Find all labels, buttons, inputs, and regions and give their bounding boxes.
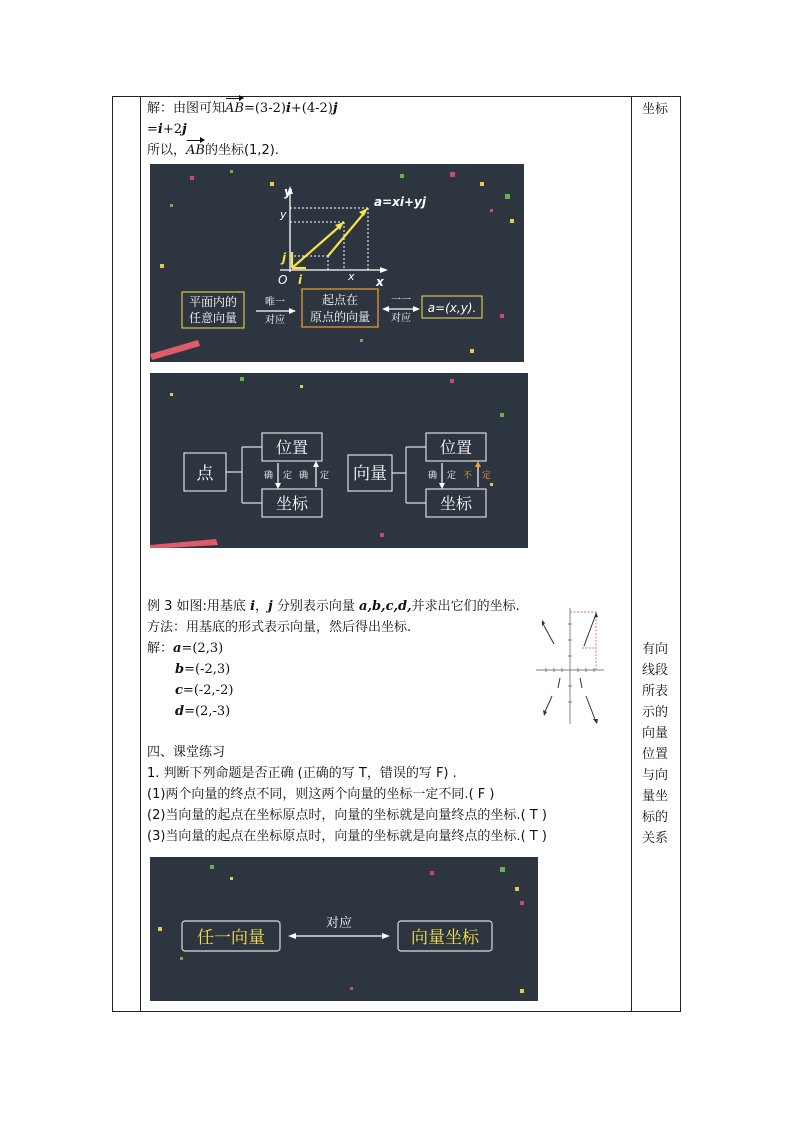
right-main-label: 向量 [353,464,387,484]
tick-y-label: y [280,208,287,221]
svg-text:确: 确 [428,471,438,481]
example3-vector-figure [534,604,606,728]
svg-text:不: 不 [463,471,473,481]
vector-origin [292,226,340,268]
blackboard-correspondence [150,857,538,1001]
vector-shifted [328,212,365,256]
svg-text:坐标: 坐标 [275,494,309,513]
tick-x-label: x [348,270,355,283]
confetti-decoration-2 [170,377,504,537]
svg-text:确: 确 [264,471,274,481]
table-divider-left [140,97,141,1011]
left-main-label: 点 [196,464,214,484]
svg-text:定: 定 [320,471,330,481]
svg-text:确: 确 [299,471,309,481]
answer-b: b=(-2,3) [175,662,231,677]
svg-text:定: 定 [283,471,293,481]
svg-text:位置: 位置 [439,438,473,457]
svg-text:平面内的: 平面内的 [188,295,238,309]
axis-x-label: x [376,275,384,289]
side-note-coordinate: 坐标 [641,102,668,117]
svg-text:原点的向量: 原点的向量 [309,310,371,324]
svg-text:对应: 对应 [265,315,285,326]
svg-text:起点在: 起点在 [321,293,359,307]
unit-i-label: i [298,273,303,287]
svg-text:任一向量: 任一向量 [197,928,265,948]
answer-c: c=(-2,-2) [175,683,234,698]
svg-text:坐标: 坐标 [439,494,473,513]
svg-text:向量坐标: 向量坐标 [411,928,479,948]
blackboard-point-vector-diagram [150,373,528,548]
svg-text:位置: 位置 [275,438,309,457]
svg-text:a=(x,y).: a=(x,y). [427,301,477,315]
svg-text:一一: 一一 [391,295,411,306]
svg-text:对应: 对应 [391,313,411,324]
practice-question: 1. 判断下列命题是否正确 (正确的写 T，错误的写 F) . [147,766,457,781]
svg-text:唯一: 唯一 [265,297,285,308]
side-note-relation: 有向 线段 所表 示的 向量 位置 与向 量坐 标的 关系 [641,642,668,846]
solution-line-1: 解：由图可知AB=(3-2)i+(4-2)j [147,101,338,116]
table-divider-right [631,97,632,1011]
solution-line-2: =i+2j [147,122,187,137]
practice-item-1: (1)两个向量的终点不同，则这两个向量的坐标一定不同.( F ) [147,787,495,802]
answer-d: d=(2,-3) [175,704,231,719]
solution-line-3: 所以，AB的坐标(1,2). [147,143,279,158]
practice-item-3: (3)当向量的起点在坐标原点时，向量的坐标就是向量终点的坐标.( T ) [147,829,547,844]
axis-y-label: y [284,185,292,199]
practice-item-2: (2)当向量的起点在坐标原点时，向量的坐标就是向量终点的坐标.( T ) [147,808,547,823]
unit-j-label: j [282,251,287,265]
answer-a: 解：a=(2,3) [147,641,224,656]
svg-text:定: 定 [447,471,457,481]
example3-method: 方法：用基底的形式表示向量，然后得出坐标. [147,620,412,635]
formula-label: a=xi+yj [374,195,426,209]
origin-label: O [278,273,288,287]
example3-line-1: 例 3 如图:用基底 i，j 分别表示向量 a,b,c,d,并求出它们的坐标. [147,599,520,614]
svg-text:对应: 对应 [325,916,353,931]
blackboard-coordinate-diagram [150,164,524,362]
practice-heading: 四、课堂练习 [147,745,226,760]
pencil-decoration-2 [150,539,218,548]
svg-text:定: 定 [482,471,492,481]
confetti-decoration [160,170,514,353]
pencil-decoration [150,340,200,360]
svg-text:任意向量: 任意向量 [188,311,238,325]
